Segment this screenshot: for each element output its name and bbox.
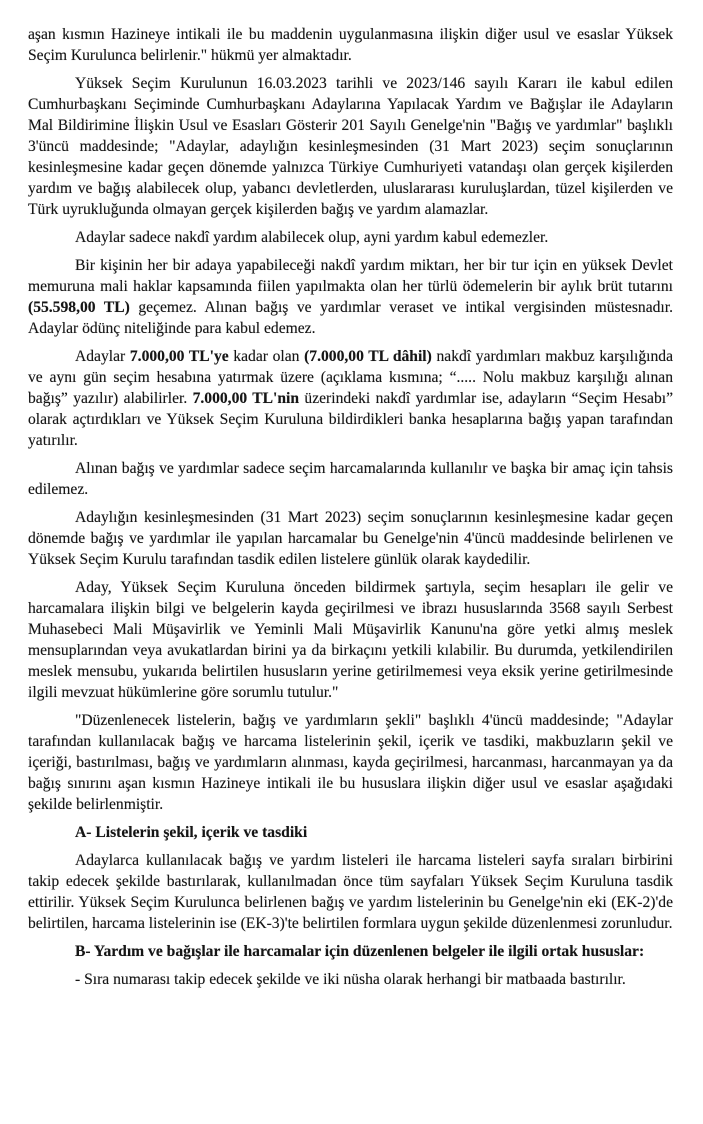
paragraph-text: Adaylarca kullanılacak bağış ve yardım listeleri ile harcama listeleri sayfa sıraları birbirini takip edecek şekilde bastırılarak, kullanılmadan önce tüm sayfaları Yüksek Seçim Kuruluna tasdik ettirilir. Yüksek Seçim Kurulunca belirlenen bağış ve yardım listelerinin bu Genelge'nin eki (EK-2)'de belirtilen, harcama listelerinin ise (EK-3)'te belirtilen formlara uygun şekilde düzenlenmesi zorunludur.	[28, 852, 673, 932]
paragraph-continuation	[28, 24, 673, 66]
paragraph-text: - Sıra numarası takip edecek şekilde ve iki nüsha olarak herhangi bir matbaada bastırılır.	[75, 971, 626, 988]
paragraph-text: Aday, Yüksek Seçim Kuruluna önceden bildirmek şartıyla, seçim hesapları ile gelir ve harcamalara ilişkin bilgi ve belgelerin kayda geçirilmesi ve ibrazı hususlarında 3568 sayılı Serbest Muhasebeci Mali Müşavirlik ve Yeminli Mali Müşavirlik Kanunu'na göre yetki almış meslek mensuplarından veya avukatlardan birini ya da birkaçını yetkili kılabilir. Bu durumda, yetkilendirilen meslek mensubu, yukarıda belirtilen hususların yerine getirilmemesi veya eksik yerine getirilmesinde ilgili mevzuat hükümlerine göre sorumlu tutulur."	[28, 579, 673, 701]
paragraph-text: geçemez. Alınan bağış ve yardımlar veraset ve intikal vergisinden müstesnadır. Adaylar ödünç niteliğinde para kabul edemez.	[28, 299, 673, 337]
paragraph-text: Bir kişinin her bir adaya yapabileceği nakdî yardım miktarı, her bir tur için en yüksek Devlet memuruna mali haklar kapsamında fiilen yapılmakta olan her türlü ödemelerin bir aylık brüt tutarını	[28, 257, 673, 295]
paragraph-text: Alınan bağış ve yardımlar sadece seçim harcamalarında kullanılır ve başka bir amaç için tahsis edilemez.	[28, 460, 673, 498]
paragraph-cash-aid-only	[28, 227, 673, 248]
paragraph-usage-restriction	[28, 458, 673, 500]
paragraph-aid-limit	[28, 255, 673, 339]
heading-text: A- Listelerin şekil, içerik ve tasdiki	[75, 824, 308, 841]
paragraph-text: Yüksek Seçim Kurulunun 16.03.2023 tarihli ve 2023/146 sayılı Kararı ile kabul edilen Cumhurbaşkanı Seçiminde Cumhurbaşkanı Adaylarına Yapılacak Yardım ve Bağışlar ile Adayların Mal Bildirimine İlişkin Usul ve Esasları Gösterir 201 Sayılı Genelge'nin "Bağış ve yardımlar" başlıklı 3'üncü maddesinde; "Adaylar, adaylığın kesinleşmesinden (31 Mart 2023) seçim sonuçlarının kesinleşmesine kadar geçen dönemde yalnızca Türkiye Cumhuriyeti vatandaşı olan gerçek kişilerden yardım ve bağış alabilecek olup, yabancı devletlerden, uluslararası kuruluşlardan, tüzel kişilerden ve Türk uyrukluğunda olmayan gerçek kişilerden bağış ve yardım alamazlar.	[28, 75, 673, 218]
paragraph-authorized-professionals	[28, 577, 673, 703]
paragraph-daily-records	[28, 507, 673, 570]
amount-55598-tl: (55.598,00 TL)	[28, 299, 130, 316]
paragraph-text: nakdî yardımları makbuz karşılığında ve aynı gün seçim hesabına yatırmak üzere (açıklama kısmına; “..... Nolu makbuz karşılığı alınan bağış” yazılır) alabilirler.	[28, 348, 673, 407]
paragraph-text: Adaylar sadece nakdî yardım alabilecek olup, ayni yardım kabul edemezler.	[75, 229, 549, 246]
paragraph-text: aşan kısmın Hazineye intikali ile bu maddenin uygulanmasına ilişkin diğer usul ve esaslar Yüksek Seçim Kurulunca belirlenir." hükmü yer almaktadır.	[28, 26, 673, 64]
section-heading-b	[28, 941, 673, 962]
paragraph-text: kadar olan	[228, 348, 305, 365]
paragraph-text: "Düzenlenecek listelerin, bağış ve yardımların şekli" başlıklı 4'üncü maddesinde; "Adaylar tarafından kullanılacak bağış ve harcama listelerinin şekil, içerik ve tasdiki, makbuzların şekil ve içeriği, bastırılması, bağış ve yardımların alınması, kayda geçirilmesi, harcanması, harcanmayan ya da bağış sınırını aşan kısmın Hazineye intikali ile bu hususlara ilişkin diğer usul ve esaslar aşağıdaki şekilde belirlenmiştir.	[28, 712, 673, 813]
amount-7000-tl-nin: 7.000,00 TL'nin	[192, 390, 300, 407]
paragraph-text: üzerindeki nakdî yardımlar ise, adayların “Seçim Hesabı” olarak açtırdıkları ve Yüksek Seçim Kuruluna bildirdikleri banka hesaplarına bağış yapan tarafından yatırılır.	[28, 390, 673, 449]
paragraph-ysk-decision	[28, 73, 673, 220]
amount-7000-tl-ye: 7.000,00 TL'ye	[129, 348, 229, 365]
heading-text: B- Yardım ve bağışlar ile harcamalar için düzenlenen belgeler ile ilgili ortak hususlar:	[75, 943, 645, 960]
section-heading-a	[28, 822, 673, 843]
paragraph-serial-number	[28, 969, 673, 990]
amount-7000-tl-dahil: (7.000,00 TL dâhil)	[304, 348, 432, 365]
paragraph-text: Adaylığın kesinleşmesinden (31 Mart 2023) seçim sonuçlarının kesinleşmesine kadar geçen dönemde bağış ve yardımlar ile yapılan harcamalar bu Genelge'nin 4'üncü maddesinde belirlenen ve Yüksek Seçim Kurulu tarafından tasdik edilen listelere günlük olarak kaydedilir.	[28, 509, 673, 568]
paragraph-list-approval	[28, 850, 673, 934]
paragraph-article-4	[28, 710, 673, 815]
paragraph-text: Adaylar	[75, 348, 130, 365]
paragraph-7000-tl-rule	[28, 346, 673, 451]
